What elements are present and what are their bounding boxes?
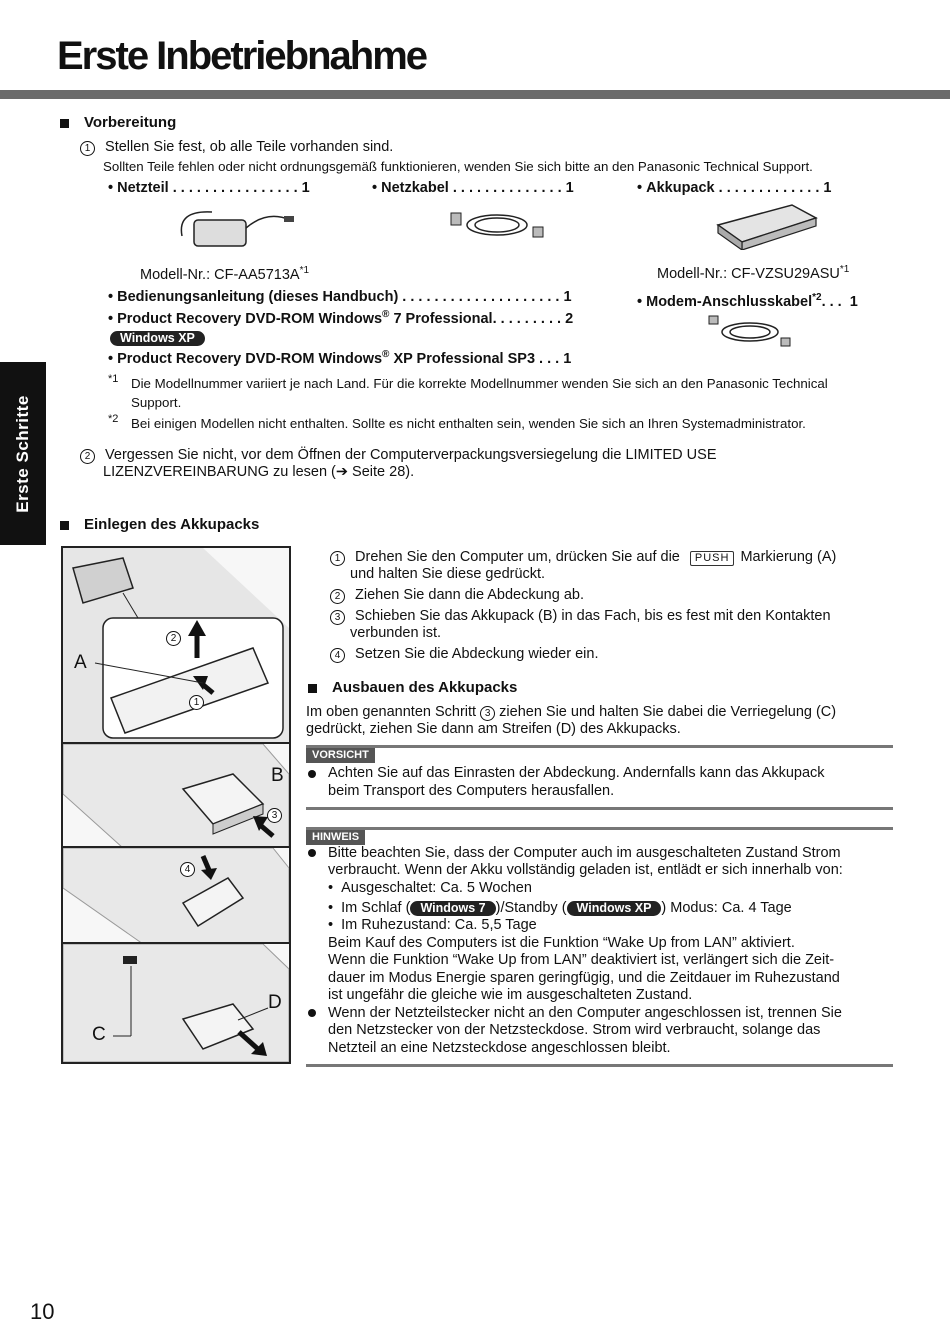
heading-bullet xyxy=(60,119,69,128)
hinweis-b2-line1: Wenn der Netzteilstecker nicht an den Computer angeschlossen ist, trennen Sie xyxy=(328,1005,842,1021)
einlegen-step-3-line2: verbunden ist. xyxy=(350,625,442,641)
heading-bullet xyxy=(308,684,317,693)
step-number: 1 xyxy=(80,141,95,156)
einlegen-step-4: 4 Setzen Sie die Abdeckung wieder ein. xyxy=(330,646,598,663)
item-recovery-win7: • Product Recovery DVD-ROM Windows® 7 Professional. . . . . . . . . 2 xyxy=(108,309,574,327)
battery-pack-image xyxy=(712,200,822,250)
vorsicht-line1: Achten Sie auf das Einrasten der Abdeckung. Andernfalls kann das Akkupack xyxy=(328,765,825,781)
modem-cable-image xyxy=(705,312,795,352)
hinweis-sub3: • Im Ruhezustand: Ca. 5,5 Tage xyxy=(328,917,537,933)
label-d: D xyxy=(268,992,282,1013)
model-akku: Modell-Nr.: CF-VZSU29ASU$^{*1}$ xyxy=(657,264,850,282)
illustration-attach-cover xyxy=(61,846,291,946)
bullet-dot xyxy=(308,1009,316,1017)
item-modem-kabel: • Modem-Anschlusskabel$^{*2}$. . . 1 xyxy=(637,292,858,310)
hinweis-b1-line1: Bitte beachten Sie, dass der Computer auch im ausgeschalteten Zustand Strom xyxy=(328,845,841,861)
vorsicht-label: VORSICHT xyxy=(306,748,375,763)
step-1-note: Sollten Teile fehlen oder nicht ordnungsgemäß funktionieren, wenden Sie sich bitte an den Panasonic Technical Support. xyxy=(103,159,813,174)
footnote-1-line2: Support. xyxy=(131,395,182,410)
ac-adapter-image xyxy=(172,200,302,255)
vorsicht-line2: beim Transport des Computers herausfallen. xyxy=(328,783,615,799)
item-handbuch: • Bedienungsanleitung (dieses Handbuch) . . . . . . . . . . . . . . . . . . . . 1 xyxy=(108,289,572,305)
footnote-1-mark: *1 xyxy=(108,373,119,385)
model-netzteil: Modell-Nr.: $CF-AA5713A^{*1}$ xyxy=(140,265,310,283)
windows-7-badge: Windows 7 xyxy=(410,901,495,916)
hinweis-label: HINWEIS xyxy=(306,830,365,845)
hinweis-b2-line2: den Netzstecker von der Netzsteckdose. Strom wird verbraucht, solange das xyxy=(328,1022,821,1038)
footnote-2-mark: *2 xyxy=(108,413,119,425)
vorsicht-bottom-rule xyxy=(306,807,893,810)
title-bar xyxy=(0,90,950,99)
item-akkupack: • Akkupack . . . . . . . . . . . . . 1 xyxy=(637,180,832,196)
hinweis-top-rule xyxy=(306,827,893,830)
side-tab-label: Erste Schritte xyxy=(13,394,33,513)
einlegen-step-2: 2 Ziehen Sie dann die Abdeckung ab. xyxy=(330,587,584,604)
item-recovery-winxp: • Product Recovery DVD-ROM Windows® XP Professional SP3 . . . 1 xyxy=(108,349,572,367)
label-a: A xyxy=(74,652,87,673)
arrow-icon: ➔ xyxy=(335,464,349,480)
bullet-dot xyxy=(308,770,316,778)
ausbauen-line1: Im oben genannten Schritt 3 ziehen Sie und halten Sie dabei die Verriegelung (C) xyxy=(306,704,837,720)
vorsicht-top-rule xyxy=(306,745,893,748)
push-mark: PUSH xyxy=(690,551,735,566)
bullet-dot xyxy=(308,849,316,857)
step-number: 2 xyxy=(80,449,95,464)
page-number: 10 xyxy=(30,1299,55,1324)
footnote-1-line1: Die Modellnummer variiert je nach Land. Für die korrekte Modellnummer wenden Sie sich an den Panasonic Technical xyxy=(131,376,828,391)
einlegen-step-3: 3 Schieben Sie das Akkupack (B) in das Fach, bis es fest mit den Kontakten xyxy=(330,608,831,625)
hinweis-p2: Wenn die Funktion “Wake Up from LAN” deaktiviert ist, verlängert sich die Zeit- xyxy=(328,952,835,968)
hinweis-sub1: • Ausgeschaltet: Ca. 5 Wochen xyxy=(328,880,532,896)
step-2 xyxy=(80,447,717,464)
step-1-text: Stellen Sie fest, ob alle Teile vorhanden sind. xyxy=(105,139,394,155)
label-b: B xyxy=(271,765,284,786)
label-step-1: 1 xyxy=(189,695,204,710)
page-title: Erste Inbetriebnahme xyxy=(57,34,427,78)
heading-ausbauen: Ausbauen des Akkupacks xyxy=(332,679,518,696)
hinweis-p3: dauer im Modus Energie sparen geringfügig, und die Zeitdauer im Ruhezustand xyxy=(328,970,840,986)
illustration-insert-battery xyxy=(61,742,291,850)
side-tab xyxy=(0,362,46,545)
illustration-remove-cover xyxy=(61,546,291,746)
heading-bullet xyxy=(60,521,69,530)
windows-xp-badge: Windows XP xyxy=(567,901,662,916)
windows-xp-badge: Windows XP xyxy=(110,329,205,347)
step-2-text: Vergessen Sie nicht, vor dem Öffnen der Computerverpackungsversiegelung die LIMITED USE xyxy=(105,447,717,463)
ausbauen-line2: gedrückt, ziehen Sie dann am Streifen (D) des Akkupacks. xyxy=(306,721,681,737)
step-2-line2: LIZENZVEREINBARUNG zu lesen (➔ Seite 28). xyxy=(103,464,415,480)
hinweis-p1: Beim Kauf des Computers ist die Funktion “Wake Up from LAN” aktiviert. xyxy=(328,935,795,951)
hinweis-b2-line3: Netzteil an eine Netzsteckdose angeschlossen bleibt. xyxy=(328,1040,671,1056)
einlegen-step-1: 1 Drehen Sie den Computer um, drücken Sie auf die PUSH Markierung (A) xyxy=(330,549,836,566)
power-cord-image xyxy=(447,205,547,245)
einlegen-step-1-line2: und halten Sie diese gedrückt. xyxy=(350,566,546,582)
label-step-2: 2 xyxy=(166,631,181,646)
footnote-2-text: Bei einigen Modellen nicht enthalten. Sollte es nicht enthalten sein, wenden Sie sich an Ihren Systemadministrator. xyxy=(131,416,806,431)
label-step-4: 4 xyxy=(180,862,195,877)
heading-vorbereitung: Vorbereitung xyxy=(84,114,177,131)
item-netzteil: • Netzteil . . . . . . . . . . . . . . . . 1 xyxy=(108,180,310,196)
item-netzkabel: • Netzkabel . . . . . . . . . . . . . . 1 xyxy=(372,180,574,196)
heading-einlegen: Einlegen des Akkupacks xyxy=(84,516,260,533)
hinweis-p4: ist ungefähr die gleiche wie im ausgeschalteten Zustand. xyxy=(328,987,693,1003)
hinweis-b1-line2: verbraucht. Wenn der Akku vollständig geladen ist, entlädt er sich innerhalb von: xyxy=(328,862,843,878)
label-c: C xyxy=(92,1024,106,1045)
step-1 xyxy=(80,139,393,156)
hinweis-sub2: • Im Schlaf ( Windows 7 )/Standby ( Windows XP ) Modus: Ca. 4 Tage xyxy=(328,900,792,916)
label-step-3: 3 xyxy=(267,808,282,823)
hinweis-bottom-rule xyxy=(306,1064,893,1067)
